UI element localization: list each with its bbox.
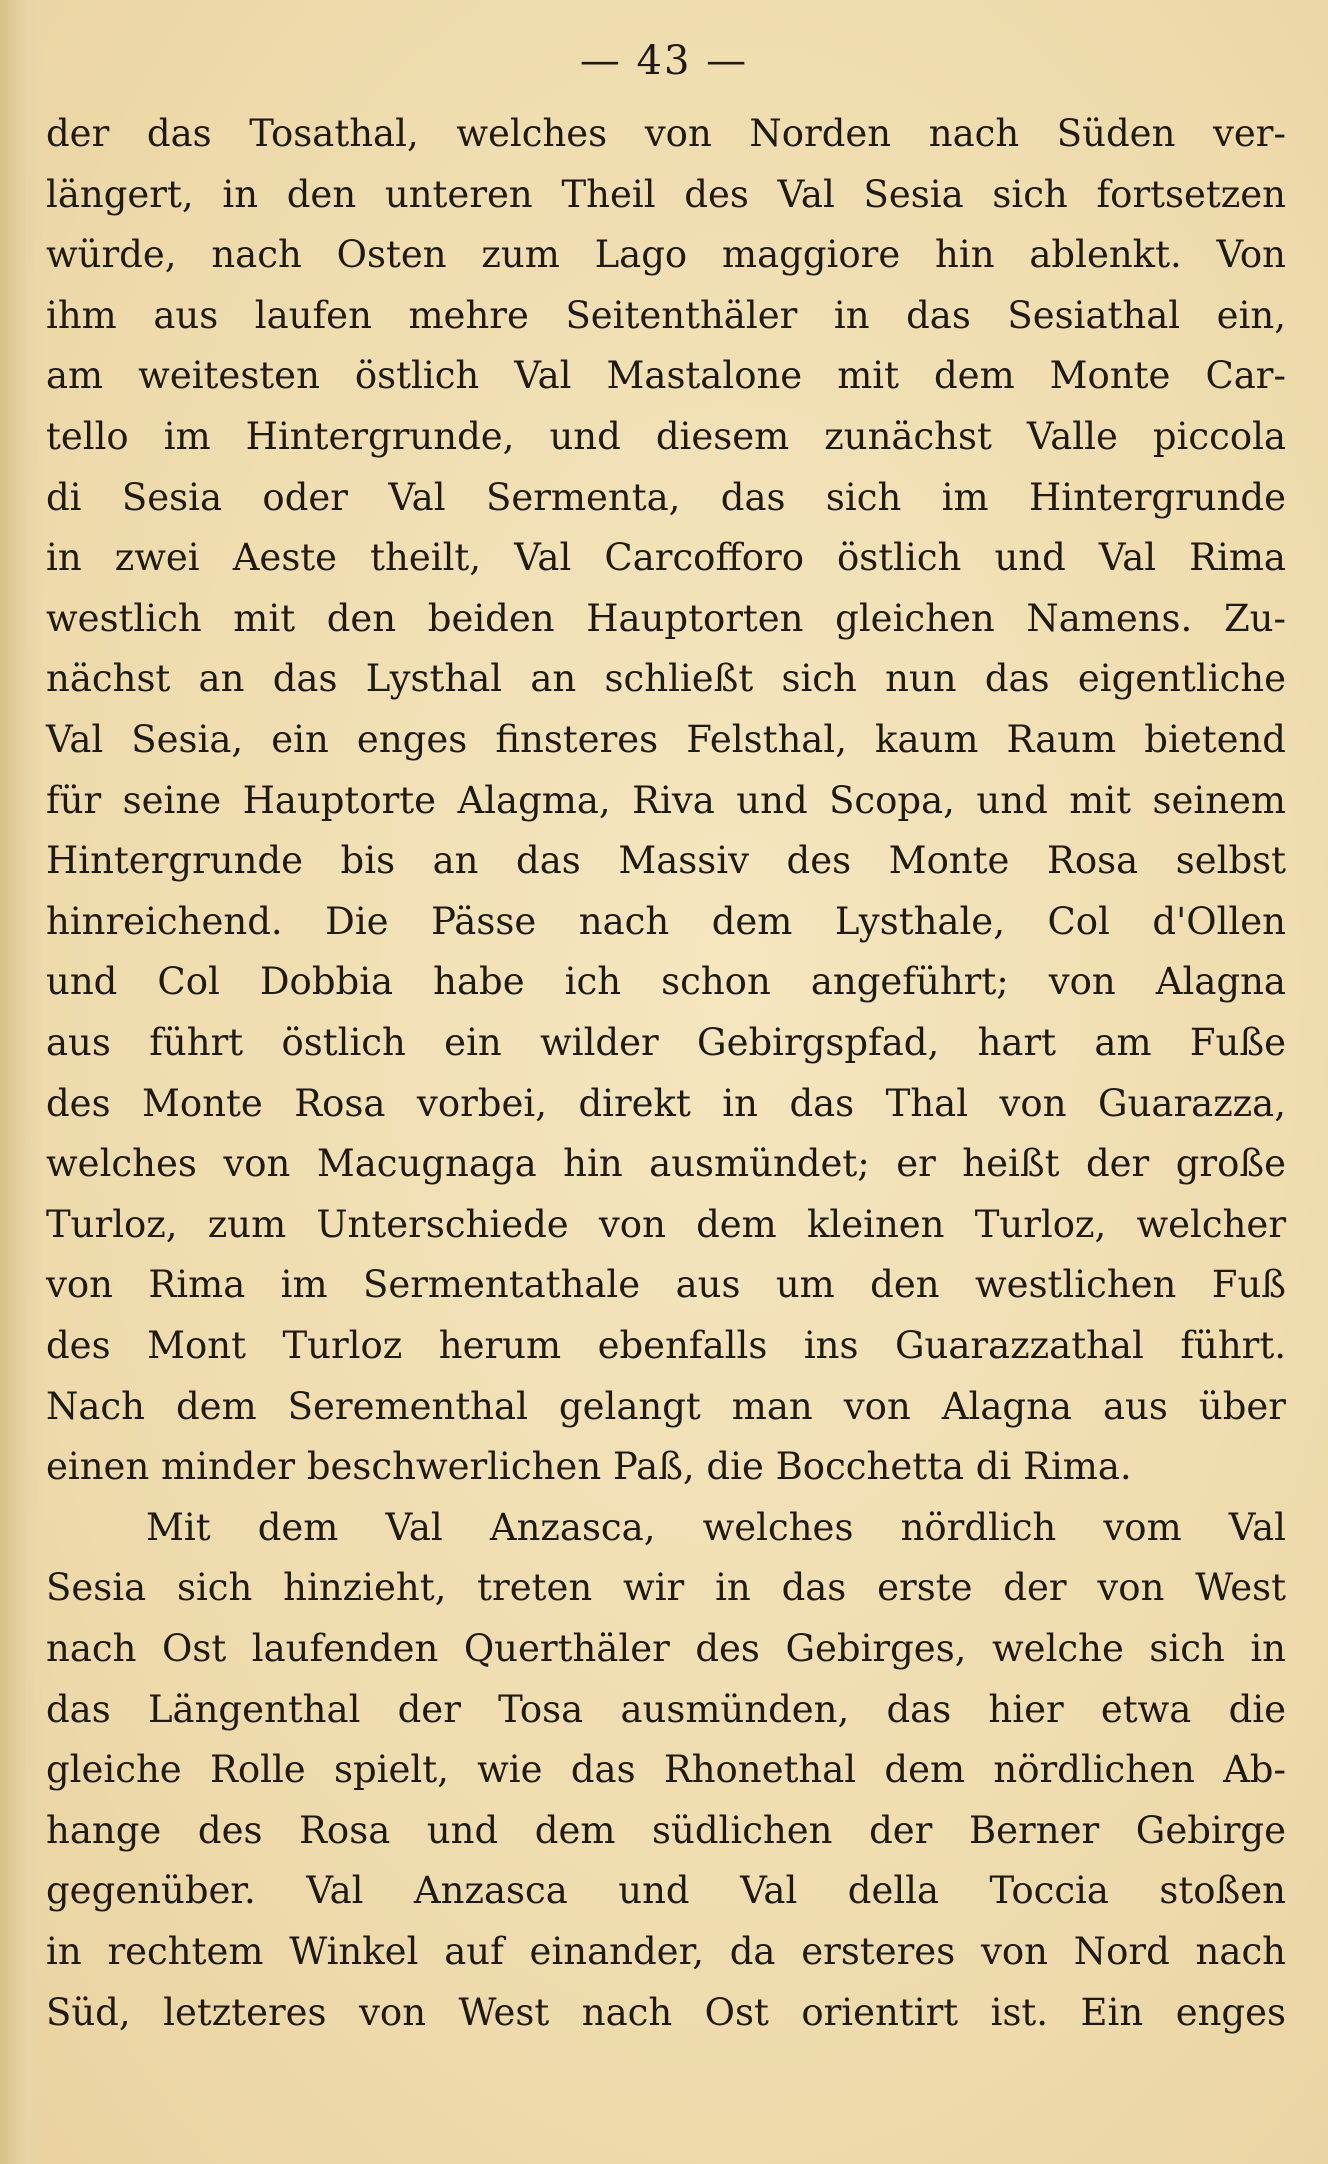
text-line: nach Ost laufenden Querthäler des Gebirges, welche sich in [46,1627,1286,1670]
text-line: des Mont Turloz herum ebenfalls ins Guarazzathal führt. [46,1324,1286,1367]
text-line: gleiche Rolle spielt, wie das Rhonethal dem nördlichen Ab- [46,1748,1286,1792]
text-line: der das Tosathal, welches von Norden nach Süden ver- [46,112,1286,155]
text-line: am weitesten östlich Val Mastalone mit dem Monte Car- [46,354,1286,398]
text-line: einen minder beschwerlichen Paß, die Bocchetta di Rima. [46,1445,1132,1489]
text-line: das Längenthal der Tosa ausmünden, das hier etwa die [46,1687,1286,1731]
text-line: di Sesia oder Val Sermenta, das sich im Hintergrunde [46,475,1286,519]
text-line: ihm aus laufen mehre Seitenthäler in das Sesiathal ein, [46,293,1286,337]
text-line: aus führt östlich ein wilder Gebirgspfad, hart am Fuße [46,1021,1286,1064]
text-line: westlich mit den beiden Hauptorten gleichen Namens. Zu- [46,596,1286,640]
text-line: welches von Macugnaga hin ausmündet; er heißt der große [46,1142,1286,1186]
text-line: des Monte Rosa vorbei, direkt in das Thal von Guarazza, [46,1081,1286,1125]
text-line: in rechtem Winkel auf einander, da ersteres von Nord nach [46,1930,1286,1973]
text-line: Sesia sich hinzieht, treten wir in das erste der von West [46,1566,1286,1610]
text-line: nächst an das Lysthal an schließt sich nun das eigentliche [46,657,1286,701]
text-line: längert, in den unteren Theil des Val Sesia sich fortsetzen [46,172,1286,216]
text-line: für seine Hauptorte Alagma, Riva und Scopa, und mit seinem [46,778,1286,822]
text-line: in zwei Aeste theilt, Val Carcofforo östlich und Val Rima [46,536,1286,580]
text-line: hange des Rosa und dem südlichen der Berner Gebirge [46,1808,1286,1852]
text-line: von Rima im Sermentathale aus um den westlichen Fuß [46,1263,1286,1307]
text-line: Süd, letzteres von West nach Ost orientirt ist. Ein enges [46,1990,1286,2034]
text-line: Mit dem Val Anzasca, welches nördlich vom Val [146,1505,1286,1549]
text-line: Hintergrunde bis an das Massiv des Monte Rosa selbst [46,839,1286,883]
text-line: und Col Dobbia habe ich schon angeführt; von Alagna [46,960,1286,1004]
page-number: — 43 — [579,38,749,84]
text-line: würde, nach Osten zum Lago maggiore hin ablenkt. Von [46,233,1286,277]
binding-gutter [0,0,44,2164]
text-line: Turloz, zum Unterschiede von dem kleinen Turloz, welcher [46,1202,1286,1246]
text-line: tello im Hintergrunde, und diesem zunächst Valle piccola [46,415,1286,458]
text-line: Nach dem Serementhal gelangt man von Alagna aus über [46,1384,1286,1428]
text-line: hinreichend. Die Pässe nach dem Lysthale, Col d'Ollen [46,899,1286,943]
text-line: gegenüber. Val Anzasca und Val della Toccia stoßen [46,1869,1286,1913]
text-line: Val Sesia, ein enges finsteres Felsthal, kaum Raum bietend [46,718,1286,761]
